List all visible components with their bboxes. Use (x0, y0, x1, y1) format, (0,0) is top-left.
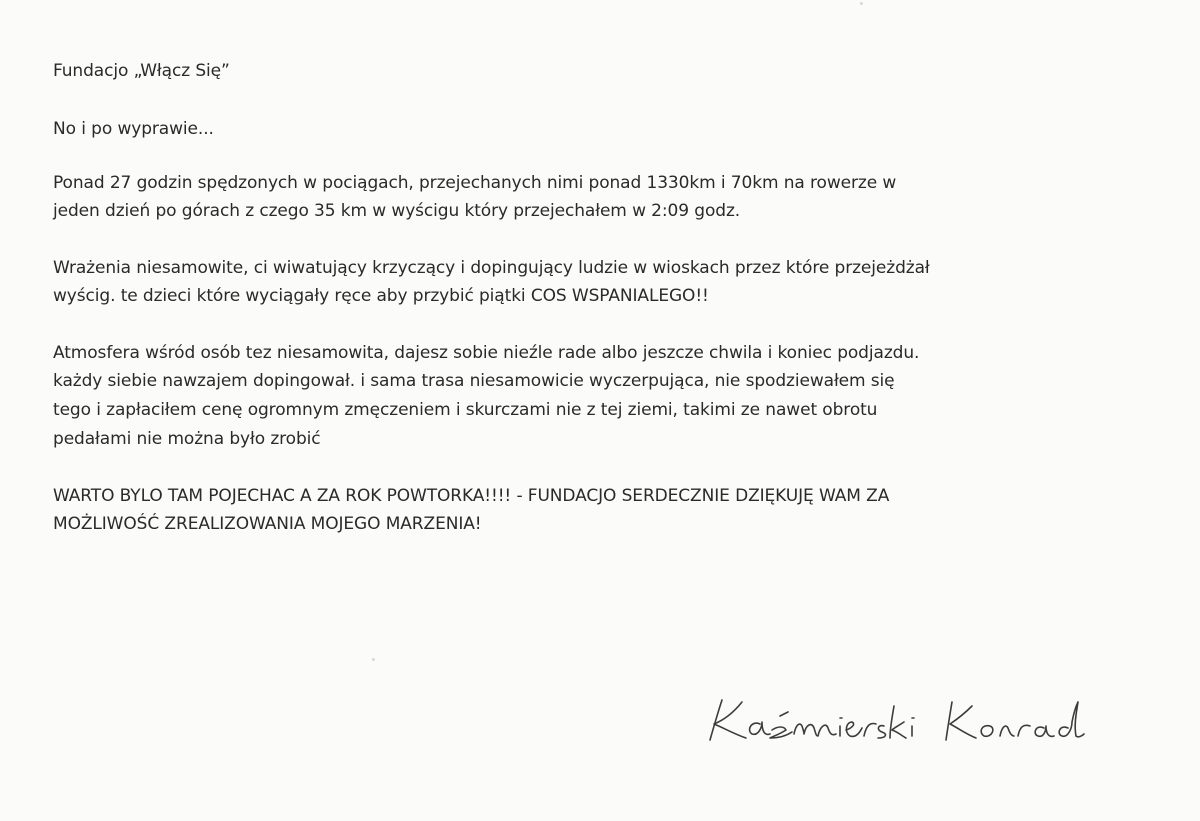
paragraph-3-line-3: tego i zapłaciłem cenę ogromnym zmęczeniem i skurczami nie z tej ziemi, takimi ze nawet obrotu (53, 400, 878, 420)
paragraph-3-line-1: Atmosfera wśród osób tez niesamowita, dajesz sobie nieźle rade albo jeszcze chwila i koniec podjazdu. (53, 343, 920, 363)
paragraph-4-line-2: MOŻLIWOŚĆ ZREALIZOWANIA MOJEGO MARZENIA! (53, 514, 482, 534)
paragraph-1-line-1: Ponad 27 godzin spędzonych w pociągach, przejechanych nimi ponad 1330km i 70km na rowerze w (53, 173, 897, 193)
handwritten-signature (700, 682, 1090, 752)
paper-speck (860, 2, 863, 5)
paragraph-4-line-1: WARTO BYLO TAM POJECHAC A ZA ROK POWTORKA!!!! - FUNDACJO SERDECZNIE DZIĘKUJĘ WAM ZA (53, 486, 890, 506)
paragraph-1-line-2: jeden dzień po górach z czego 35 km w wyścigu który przejechałem w 2:09 godz. (53, 201, 741, 221)
intro-line: No i po wyprawie... (53, 119, 214, 139)
paragraph-3-line-2: każdy siebie nawzajem dopingował. i sama trasa niesamowicie wyczerpująca, nie spodziewałem się (53, 371, 895, 391)
paragraph-2-line-2: wyścig. te dzieci które wyciągały ręce aby przybić piątki COS WSPANIALEGO!! (53, 286, 709, 306)
paragraph-3-line-4: pedałami nie można było zrobić (53, 429, 321, 449)
paper-speck (372, 658, 375, 661)
salutation: Fundacjo „Włącz Się” (53, 61, 230, 81)
paragraph-2-line-1: Wrażenia niesamowite, ci wiwatujący krzyczący i dopingujący ludzie w wioskach przez które przejeżdżał (53, 258, 930, 278)
